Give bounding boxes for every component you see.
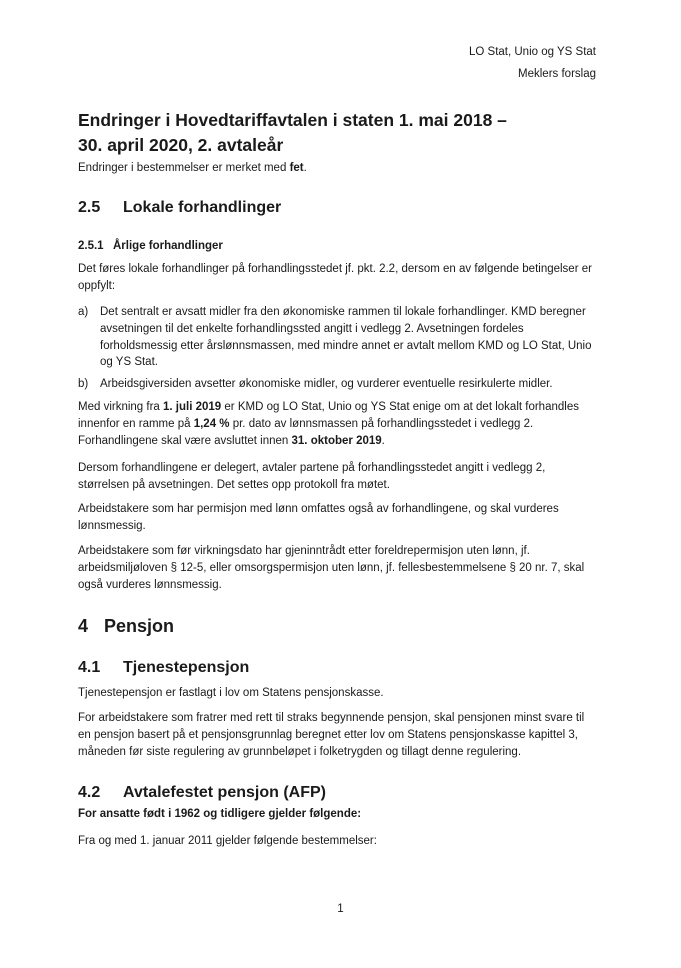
section-title: Årlige forhandlinger	[113, 240, 223, 252]
header-proposal: Meklers forslag	[518, 68, 596, 80]
section-title: Avtalefestet pensjon (AFP)	[123, 784, 326, 801]
paragraph-lokale-intro: Det føres lokale forhandlinger på forhandlingsstedet jf. pkt. 2.2, dersom en av følgende betingelser er oppfylt:	[78, 263, 592, 292]
section-number: 4.1	[78, 659, 101, 676]
bold-date: 1. juli 2019	[163, 401, 222, 413]
list-marker: b)	[78, 378, 89, 390]
list-item-b	[78, 376, 598, 393]
document-title-line1: Endringer i Hovedtariffavtalen i staten 1. mai 2018 –	[78, 110, 507, 130]
section-heading-2-5-1	[78, 240, 598, 252]
text-run: er KMD og LO Stat, Unio og YS Stat enige om at det lokalt forhandles innenfor en ramme på	[78, 401, 579, 430]
section-heading-4	[78, 616, 598, 637]
section-heading-2-5	[78, 199, 598, 217]
text-run: pr. dato av lønnsmassen på forhandlingsstedet i vedlegg 2. Forhandlingene skal være avsluttet innen	[78, 417, 534, 447]
text-run: .	[381, 434, 385, 447]
list-item-text: Arbeidsgiversiden avsetter økonomiske midler, og vurderer eventuelle resirkulerte midler.	[100, 378, 553, 390]
list-item-text: Det sentralt er avsatt midler fra den økonomiske rammen til lokale forhandlinger. KMD beregner avsetningen til det enkelte forhandlingssted angitt i vedlegg 2. Avsetningen fordeles forholdsmessig etter årslønnsmassen, med mindre annet er avtalt mellom KMD og LO Stat, Unio og YS Stat.	[100, 306, 592, 369]
paragraph-tjenestepensjon: Tjenestepensjon er fastlagt i lov om Statens pensjonskasse.	[78, 687, 384, 699]
intro-note	[78, 160, 598, 177]
section-title: Lokale forhandlinger	[123, 199, 282, 216]
bold-percentage: 1,24 %	[193, 417, 230, 430]
section-number: 2.5.1	[78, 240, 104, 252]
paragraph-afp-bold: For ansatte født i 1962 og tidligere gjelder følgende:	[78, 808, 362, 820]
text-run: Med virkning fra	[78, 401, 164, 413]
list-item-a	[78, 304, 598, 371]
intro-note-end: .	[303, 162, 307, 174]
paragraph-permisjon: Arbeidstakere som har permisjon med lønn omfattes også av forhandlingene, og skal vurderes lønnsmessig.	[78, 503, 559, 532]
paragraph-delegert: Dersom forhandlingene er delegert, avtaler partene på forhandlingsstedet angitt i vedlegg 2, størrelsen på avsetningen. Det settes opp protokoll fra møtet.	[78, 462, 546, 491]
section-number: 4	[78, 616, 89, 636]
paragraph-foreldrepermisjon: Arbeidstakere som før virkningsdato har gjeninntrådt etter foreldrepermisjon uten lønn, jf. arbeidsmiljøloven § 12-5, eller omsorgspermisjon uten lønn, jf. fellesbestemmelsene § 20 nr. 7, skal også vurderes lønnsmessig.	[78, 545, 585, 591]
section-title: Tjenestepensjon	[123, 659, 250, 676]
page-number: 1	[337, 903, 344, 915]
document-title-line2: 30. april 2020, 2. avtaleår	[78, 135, 284, 155]
bold-deadline: 31. oktober 2019	[291, 434, 382, 447]
header-organizations: LO Stat, Unio og YS Stat	[469, 46, 596, 58]
intro-note-text: Endringer i bestemmelser er merket med	[78, 162, 290, 174]
section-number: 2.5	[78, 199, 101, 216]
section-number: 4.2	[78, 784, 101, 801]
intro-note-bold: fet	[289, 162, 304, 174]
list-marker: a)	[78, 306, 89, 318]
section-title: Pensjon	[104, 616, 175, 636]
section-heading-4-1	[78, 659, 598, 677]
paragraph-virkning	[78, 399, 598, 449]
section-heading-4-2	[78, 784, 598, 802]
paragraph-afp-bestemmelser: Fra og med 1. januar 2011 gjelder følgende bestemmelser:	[78, 835, 377, 847]
paragraph-fratrer: For arbeidstakere som fratrer med rett til straks begynnende pensjon, skal pensjonen minst svare til en pensjon basert på et pensjonsgrunnlag beregnet etter lov om Statens pensjonskasse kapittel 3, måneden før siste regulering av grunnbeløpet i folketrygden og tillagt denne regulering.	[78, 712, 585, 758]
